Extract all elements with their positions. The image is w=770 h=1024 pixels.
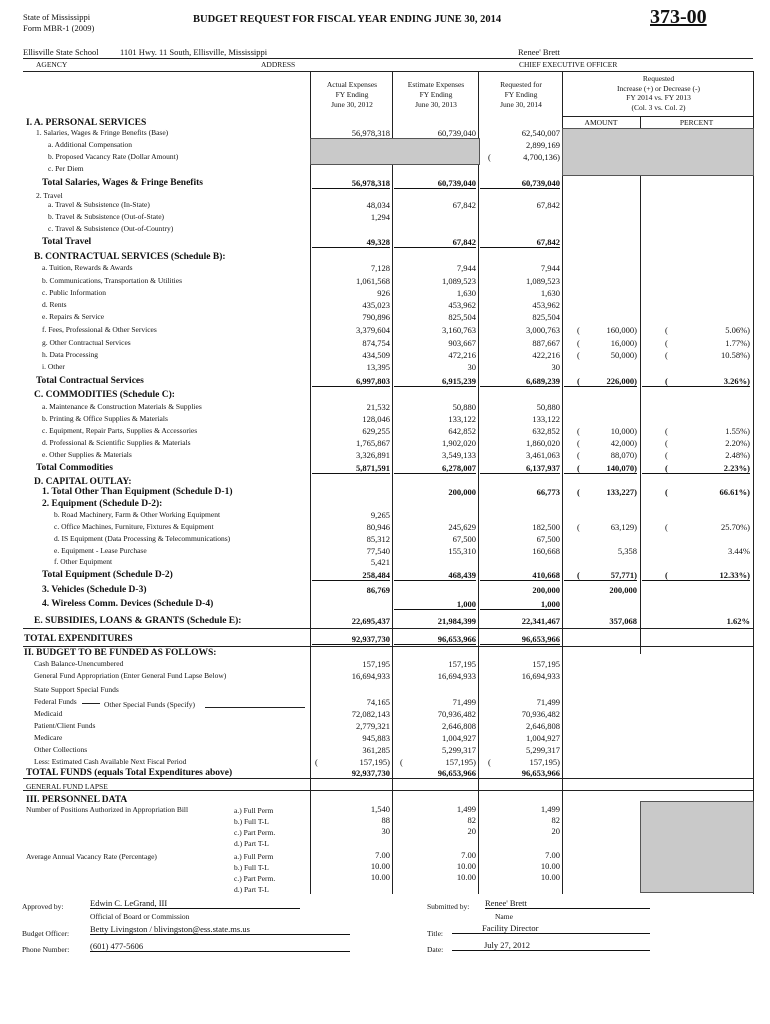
cell-p: 5.06%): [725, 325, 750, 335]
cell-v2: 472,216: [448, 350, 476, 360]
cell-p: 3.44%: [728, 546, 750, 556]
cell-a: 63,129): [610, 522, 637, 532]
personnel-sub-label: c.) Part Perm.: [234, 828, 276, 837]
cell-v1: 3,326,891: [356, 450, 390, 460]
cell-a: 57,771): [564, 570, 637, 581]
cell-a: 50,000): [610, 350, 637, 360]
shaded-cell: [562, 128, 754, 176]
cell-v1: 85,312: [366, 534, 390, 544]
vacancy-label: Average Annual Vacancy Rate (Percentage): [26, 852, 157, 861]
approved-label: Approved by:: [22, 902, 64, 911]
form-label: Form MBR-1 (2009): [23, 23, 95, 33]
cell-v2: 67,842: [452, 200, 476, 210]
cell-v2: 642,852: [448, 426, 476, 436]
cell-v3: 50,880: [536, 402, 560, 412]
row-label: e. Other Supplies & Materials: [42, 450, 132, 459]
cell-v2: 71,499: [452, 697, 476, 707]
row-label: a. Maintenance & Construction Materials & Supplies: [42, 402, 202, 411]
personnel-cell: 82: [551, 815, 560, 825]
cell-v3: 1,630: [540, 288, 560, 298]
paren-mark: (: [665, 463, 668, 473]
paren-mark: (: [665, 376, 668, 386]
row-label: Total Travel: [42, 237, 92, 247]
cell-v3: 157,195: [532, 659, 560, 669]
cell-v3: 22,341,467: [521, 616, 560, 626]
row-label: Less: Estimated Cash Available Next Fiscal Period: [34, 757, 187, 766]
cell-v2: 453,962: [448, 300, 476, 310]
cell-v3: 62,540,007: [521, 128, 560, 138]
cell-v2: 1,630: [456, 288, 476, 298]
cell-v3: 67,500: [536, 534, 560, 544]
cell-v1: 1,061,568: [356, 276, 390, 286]
row-label: h. Data Processing: [42, 350, 99, 359]
row-label: GENERAL FUND LAPSE: [26, 782, 108, 791]
cell-v2: 67,842: [394, 237, 476, 248]
col-change-header: Requested Increase (+) or Decrease (-) FY 2014 vs. FY 2013 (Col. 3 vs. Col. 2): [617, 74, 700, 112]
cell-v2: 21,984,399: [437, 616, 476, 626]
cell-p: 2.48%): [725, 450, 750, 460]
personnel-cell: 20: [467, 826, 476, 836]
cell-p: 1.62%: [726, 616, 750, 626]
row-label: Total Contractual Services: [36, 376, 144, 386]
row-label: b. Printing & Office Supplies & Materials: [42, 414, 168, 423]
cell-v1: 7,128: [370, 263, 390, 273]
personnel-sub-label: a.) Full Perm: [234, 852, 274, 861]
cell-v1: 56,978,318: [351, 128, 390, 138]
cell-v2: 70,936,482: [437, 709, 476, 719]
cell-v3: 632,852: [532, 426, 560, 436]
row-label: c. Equipment, Repair Parts, Supplies & Accessories: [42, 426, 198, 435]
row-label: Patient/Client Funds: [34, 721, 96, 730]
cell-v1: 13,395: [366, 362, 390, 372]
row-label: c. Office Machines, Furniture, Fixtures & Equipment: [54, 522, 214, 531]
personnel-cell: 10.00: [540, 861, 560, 871]
personnel-cell: 20: [551, 826, 560, 836]
date-label: Date:: [427, 945, 444, 954]
cell-v3: 67,842: [480, 237, 560, 248]
cell-v3: 1,000: [480, 599, 560, 610]
cell-v3: 3,000,763: [526, 325, 560, 335]
cell-v3: 96,653,966: [521, 768, 560, 778]
paren-mark: (: [577, 376, 580, 386]
agency-name: Ellisville State School: [23, 47, 99, 57]
cell-v3: 66,773: [536, 487, 560, 497]
cell-a: 16,000): [610, 338, 637, 348]
cell-v3: 453,962: [532, 300, 560, 310]
cell-v1: 86,769: [366, 585, 390, 595]
cell-v3: 157,195): [529, 757, 560, 767]
cell-v3: 410,668: [480, 570, 560, 581]
special-funds-label: Other Special Funds (Specify): [104, 700, 196, 709]
cell-v3: 5,299,317: [526, 745, 560, 755]
paren-mark: (: [665, 325, 668, 335]
cell-v2: 903,667: [448, 338, 476, 348]
row-label: 2. Equipment (Schedule D-2):: [42, 499, 163, 509]
cell-v3: 6,137,937: [480, 463, 560, 474]
agency-address: 1101 Hwy. 11 South, Ellisville, Mississippi: [120, 47, 268, 57]
personnel-cell: 10.00: [456, 861, 476, 871]
cell-v1: 22,695,437: [351, 616, 390, 626]
title-label: Title:: [427, 929, 443, 938]
cell-v2: 96,653,966: [394, 634, 476, 645]
cell-v1: 21,532: [366, 402, 390, 412]
cell-v2: 157,195): [445, 757, 476, 767]
row-label: b. Travel & Subsistence (Out-of-State): [48, 212, 165, 221]
row-label: TOTAL FUNDS (equals Total Expenditures above): [26, 768, 233, 778]
cell-p: 1.55%): [725, 426, 750, 436]
row-label: D. CAPITAL OUTLAY:: [34, 477, 132, 487]
cell-v1: 9,265: [370, 510, 390, 520]
cell-v1: 629,255: [362, 426, 390, 436]
cell-v2: 50,880: [452, 402, 476, 412]
paren-mark: (: [577, 463, 580, 473]
row-label: c. Travel & Subsistence (Out-of-Country): [48, 224, 174, 233]
phone-value: (601) 477-5606: [90, 941, 350, 952]
ceo-name: Renee' Brett: [518, 47, 560, 57]
row-label: e. Repairs & Service: [42, 312, 105, 321]
paren-mark: (: [665, 570, 668, 580]
cell-p: 3.26%): [642, 376, 750, 387]
cell-v3: 1,089,523: [526, 276, 560, 286]
paren-mark: (: [577, 487, 580, 497]
cell-a: 200,000: [609, 585, 637, 595]
cell-p: 10.58%): [720, 350, 750, 360]
paren-mark: (: [577, 522, 580, 532]
cell-a: 5,358: [617, 546, 637, 556]
paren-mark: (: [665, 426, 668, 436]
cell-v2: 1,902,020: [442, 438, 476, 448]
paren-mark: (: [400, 757, 403, 767]
cell-v2: 5,299,317: [442, 745, 476, 755]
budget-officer: Betty Livingston / blivingston@ess.state.ms.us: [90, 924, 350, 935]
cell-a: 10,000): [610, 426, 637, 436]
row-label: III. PERSONNEL DATA: [26, 795, 128, 805]
cell-a: 226,000): [564, 376, 637, 387]
official-label: Official of Board or Commission: [90, 912, 190, 921]
cell-v2: 468,439: [394, 570, 476, 581]
row-label: 3. Vehicles (Schedule D-3): [42, 585, 147, 595]
cell-v1: 157,195): [359, 757, 390, 767]
address-label: ADDRESS: [261, 60, 296, 69]
cell-v3: 70,936,482: [521, 709, 560, 719]
cell-p: 12.33%): [642, 570, 750, 581]
cell-v1: 5,871,591: [312, 463, 390, 474]
cell-a: 133,227): [606, 487, 637, 497]
cell-v2: 133,122: [448, 414, 476, 424]
cell-v1: 92,937,730: [351, 768, 390, 778]
cell-v1: 5,421: [370, 557, 390, 567]
personnel-cell: 10.00: [540, 872, 560, 882]
row-label: c. Per Diem: [48, 164, 84, 173]
row-label: f. Other Equipment: [54, 557, 113, 566]
cell-v3: 30: [551, 362, 560, 372]
submitted-label: Submitted by:: [427, 902, 470, 911]
cell-v1: 874,754: [362, 338, 390, 348]
cell-v2: 3,549,133: [442, 450, 476, 460]
cell-a: 140,070): [564, 463, 637, 474]
row-label: Federal Funds: [34, 697, 77, 706]
row-label: i. Other: [42, 362, 65, 371]
cell-v1: 128,046: [362, 414, 390, 424]
cell-v2: 200,000: [448, 487, 476, 497]
cell-v3: 3,461,063: [526, 450, 560, 460]
cell-v3: 4,700,136): [523, 152, 560, 162]
row-label: Medicaid: [34, 709, 63, 718]
row-label: Cash Balance-Unencumbered: [34, 659, 124, 668]
row-label: Total Salaries, Wages & Fringe Benefits: [42, 178, 203, 188]
paren-mark: (: [665, 450, 668, 460]
row-label: d. Rents: [42, 300, 67, 309]
cell-v1: 92,937,730: [312, 634, 390, 645]
personnel-cell: 1,499: [540, 804, 560, 814]
row-label: 1. Salaries, Wages & Fringe Benefits (Base): [36, 128, 169, 137]
cell-v1: 435,023: [362, 300, 390, 310]
row-label: b. Road Machinery, Farm & Other Working Equipment: [54, 510, 221, 519]
shaded-cell: [310, 138, 480, 165]
row-label: Other Collections: [34, 745, 88, 754]
row-label: Total Commodities: [36, 463, 113, 473]
row-label: b. Proposed Vacancy Rate (Dollar Amount): [48, 152, 179, 161]
cell-v2: 16,694,933: [437, 671, 476, 681]
cell-v3: 16,694,933: [521, 671, 560, 681]
cell-v1: 72,082,143: [351, 709, 390, 719]
personnel-sub-label: b.) Full T-L: [234, 817, 269, 826]
row-label: d. Professional & Scientific Supplies & Materials: [42, 438, 191, 447]
cell-v3: 887,667: [532, 338, 560, 348]
row-label: e. Equipment - Lease Purchase: [54, 546, 147, 555]
row-label: d. IS Equipment (Data Processing & Telecommunications): [54, 534, 231, 543]
form-number: 373-00: [650, 6, 707, 28]
personnel-cell: 10.00: [370, 861, 390, 871]
cell-v1: 945,883: [362, 733, 390, 743]
cell-v2: 96,653,966: [437, 768, 476, 778]
paren-mark: (: [488, 152, 491, 162]
personnel-cell: 7.00: [375, 850, 390, 860]
row-label: b. Communications, Transportation & Utilities: [42, 276, 183, 285]
personnel-cell: 7.00: [545, 850, 560, 860]
paren-mark: (: [665, 522, 668, 532]
cell-v2: 825,504: [448, 312, 476, 322]
cell-v1: 434,509: [362, 350, 390, 360]
cell-v1: 16,694,933: [351, 671, 390, 681]
cell-v1: 77,540: [366, 546, 390, 556]
cell-v1: 3,379,604: [356, 325, 390, 335]
ceo-label: CHIEF EXECUTIVE OFFICER: [519, 60, 618, 69]
cell-v3: 6,689,239: [480, 376, 560, 387]
shaded-cell: [640, 801, 754, 893]
row-label: General Fund Appropriation (Enter General Fund Lapse Below): [34, 671, 227, 680]
cell-p: 1.77%): [725, 338, 750, 348]
cell-v2: 3,160,763: [442, 325, 476, 335]
cell-p: 25.70%): [720, 522, 750, 532]
personnel-cell: 30: [381, 826, 390, 836]
cell-v3: 160,668: [532, 546, 560, 556]
cell-p: 2.23%): [642, 463, 750, 474]
row-label: II. BUDGET TO BE FUNDED AS FOLLOWS:: [24, 648, 217, 658]
cell-v2: 245,629: [448, 522, 476, 532]
row-label: E. SUBSIDIES, LOANS & GRANTS (Schedule E):: [34, 616, 242, 626]
personnel-cell: 7.00: [461, 850, 476, 860]
budget-officer-label: Budget Officer:: [22, 929, 70, 938]
agency-label: AGENCY: [36, 60, 68, 69]
personnel-sub-label: c.) Part Perm.: [234, 874, 276, 883]
row-label: f. Fees, Professional & Other Services: [42, 325, 157, 334]
cell-v2: 1,000: [394, 599, 476, 610]
cell-v3: 96,653,966: [480, 634, 560, 645]
cell-a: 357,068: [609, 616, 637, 626]
row-label: I. A. PERSONAL SERVICES: [26, 118, 147, 128]
row-label: g. Other Contractual Services: [42, 338, 131, 347]
row-label: a. Additional Compensation: [48, 140, 132, 149]
cell-v2: 6,915,239: [394, 376, 476, 387]
personnel-cell: 1,499: [456, 804, 476, 814]
personnel-sub-label: a.) Full Perm: [234, 806, 274, 815]
cell-v3: 7,944: [540, 263, 560, 273]
cell-v3: 2,899,169: [526, 140, 560, 150]
row-label: Total Equipment (Schedule D-2): [42, 570, 173, 580]
cell-v1: 49,328: [312, 237, 390, 248]
row-label: TOTAL EXPENDITURES: [24, 634, 133, 644]
row-label: 4. Wireless Comm. Devices (Schedule D-4): [42, 599, 214, 609]
cell-v3: 2,646,808: [526, 721, 560, 731]
approved-name: Edwin C. LeGrand, III: [90, 898, 300, 909]
phone-label: Phone Number:: [22, 945, 70, 954]
cell-a: 88,070): [610, 450, 637, 460]
cell-v1: 926: [377, 288, 390, 298]
paren-mark: (: [577, 450, 580, 460]
row-label: State Support Special Funds: [34, 685, 119, 694]
cell-v3: 67,842: [536, 200, 560, 210]
cell-v3: 1,860,020: [526, 438, 560, 448]
cell-v2: 1,089,523: [442, 276, 476, 286]
date-value: July 27, 2012: [452, 940, 650, 951]
cell-v1: 80,946: [366, 522, 390, 532]
cell-v1: 258,484: [312, 570, 390, 581]
title-value: Facility Director: [452, 923, 650, 934]
personnel-sub-label: d.) Part T-L: [234, 885, 269, 894]
cell-v2: 60,739,040: [394, 178, 476, 189]
col-estimate-header: Estimate Expenses FY Ending June 30, 2013: [407, 80, 465, 109]
personnel-cell: 88: [381, 815, 390, 825]
cell-p: 2.20%): [725, 438, 750, 448]
cell-v3: 422,216: [532, 350, 560, 360]
cell-v1: 1,765,867: [356, 438, 390, 448]
cell-v2: 60,739,040: [437, 128, 476, 138]
paren-mark: (: [577, 438, 580, 448]
cell-v1: 790,896: [362, 312, 390, 322]
row-label: C. COMMODITIES (Schedule C):: [34, 390, 175, 400]
cell-v2: 7,944: [456, 263, 476, 273]
cell-v3: 60,739,040: [480, 178, 560, 189]
state-label: State of Mississippi: [23, 12, 91, 22]
personnel-cell: 10.00: [456, 872, 476, 882]
paren-mark: (: [577, 570, 580, 580]
cell-v2: 30: [467, 362, 476, 372]
paren-mark: (: [665, 438, 668, 448]
personnel-sub-label: d.) Part T-L: [234, 839, 269, 848]
row-label: a. Travel & Subsistence (In-State): [48, 200, 150, 209]
row-label: 2. Travel: [36, 191, 63, 200]
personnel-sub-label: b.) Full T-L: [234, 863, 269, 872]
cell-v3: 182,500: [532, 522, 560, 532]
positions-label: Number of Positions Authorized in Appropriation Bill: [26, 805, 189, 814]
amount-header: AMOUNT: [584, 118, 618, 127]
col-actual-header: Actual Expenses FY Ending June 30, 2012: [326, 80, 378, 109]
cell-v3: 825,504: [532, 312, 560, 322]
col-requested-header: Requested for FY Ending June 30, 2014: [500, 80, 542, 109]
cell-v3: 200,000: [532, 585, 560, 595]
cell-v1: 1,294: [370, 212, 390, 222]
cell-a: 160,000): [606, 325, 637, 335]
name-label: Name: [495, 912, 513, 921]
paren-mark: (: [488, 757, 491, 767]
row-label: 1. Total Other Than Equipment (Schedule D-1): [42, 487, 233, 497]
paren-mark: (: [577, 350, 580, 360]
paren-mark: (: [577, 338, 580, 348]
cell-v3: 133,122: [532, 414, 560, 424]
cell-v3: 1,004,927: [526, 733, 560, 743]
page-title: BUDGET REQUEST FOR FISCAL YEAR ENDING JUNE 30, 2014: [193, 14, 502, 25]
row-label: Medicare: [34, 733, 63, 742]
cell-v2: 157,195: [448, 659, 476, 669]
cell-v2: 6,278,007: [394, 463, 476, 474]
cell-v1: 2,779,321: [356, 721, 390, 731]
paren-mark: (: [315, 757, 318, 767]
personnel-cell: 10.00: [370, 872, 390, 882]
cell-v3: 71,499: [536, 697, 560, 707]
paren-mark: (: [577, 325, 580, 335]
personnel-cell: 1,540: [370, 804, 390, 814]
percent-header: PERCENT: [679, 118, 714, 127]
row-label: B. CONTRACTUAL SERVICES (Schedule B):: [34, 252, 226, 262]
paren-mark: (: [665, 338, 668, 348]
cell-v2: 2,646,808: [442, 721, 476, 731]
paren-mark: (: [577, 426, 580, 436]
cell-v2: 1,004,927: [442, 733, 476, 743]
paren-mark: (: [665, 350, 668, 360]
row-label: a. Tuition, Rewards & Awards: [42, 263, 133, 272]
cell-v2: 155,310: [448, 546, 476, 556]
cell-p: 66.61%): [719, 487, 750, 497]
cell-a: 42,000): [610, 438, 637, 448]
cell-v1: 361,285: [362, 745, 390, 755]
paren-mark: (: [665, 487, 668, 497]
cell-v1: 157,195: [362, 659, 390, 669]
personnel-cell: 82: [467, 815, 476, 825]
row-label: c. Public Information: [42, 288, 106, 297]
cell-v1: 48,034: [366, 200, 390, 210]
cell-v1: 6,997,803: [312, 376, 390, 387]
cell-v1: 56,978,318: [312, 178, 390, 189]
submitted-name: Renee' Brett: [485, 898, 650, 909]
cell-v1: 74,165: [366, 697, 390, 707]
cell-v2: 67,500: [452, 534, 476, 544]
